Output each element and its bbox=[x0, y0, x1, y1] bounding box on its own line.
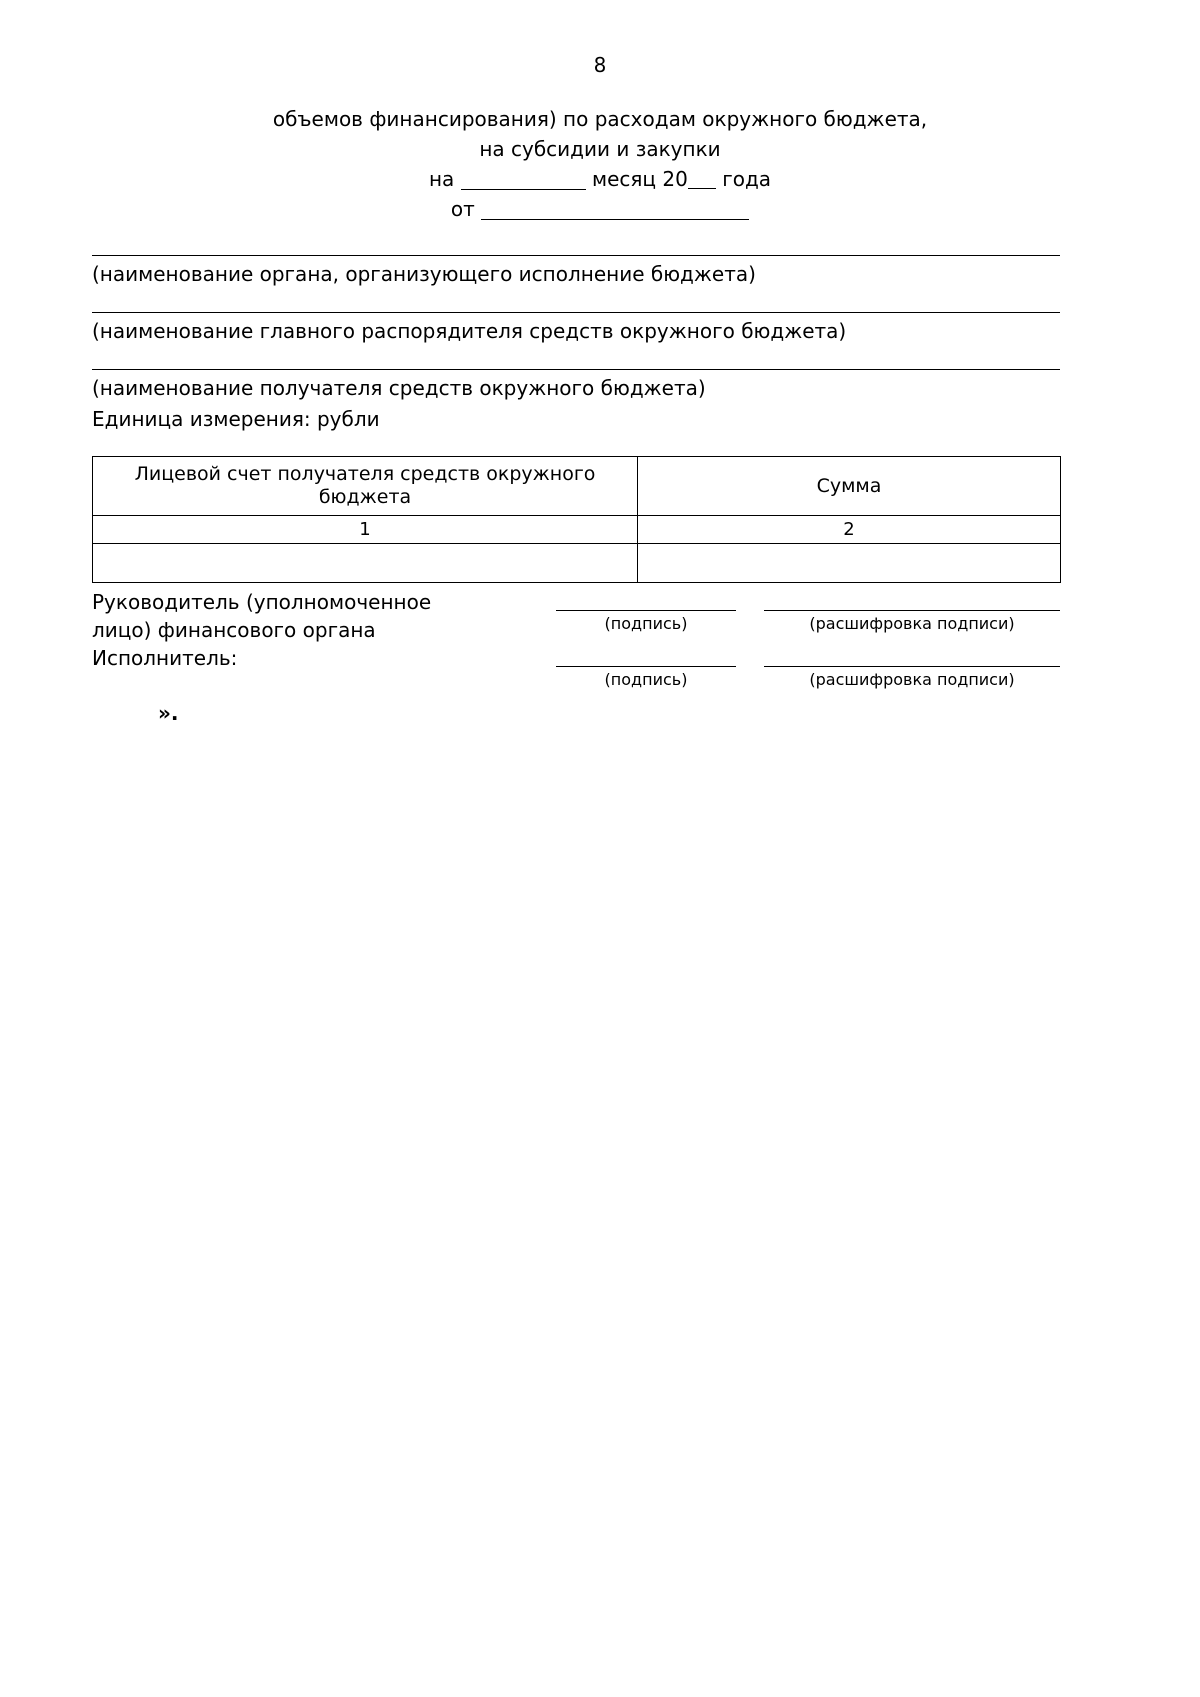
title-line-3 bbox=[100, 164, 1100, 194]
signature-label-head-line2: лицо) финансового органа bbox=[92, 618, 376, 642]
table-cell-amount[interactable] bbox=[638, 544, 1061, 583]
title-line-1: объемов финансирования) по расходам окружного бюджета, bbox=[272, 107, 928, 131]
unit-of-measure-line: Единица измерения: рубли bbox=[92, 407, 380, 431]
organ-caption: (наименование органа, организующего исполнение бюджета) bbox=[92, 262, 756, 286]
month-blank-field[interactable] bbox=[461, 169, 586, 190]
closing-mark: ». bbox=[158, 701, 179, 725]
title-line-3-mid: месяц 20 bbox=[592, 167, 688, 191]
table-numbering-row bbox=[93, 516, 1061, 544]
title-line-2: на субсидии и закупки bbox=[479, 137, 721, 161]
glavnyi-caption: (наименование главного распорядителя средств окружного бюджета) bbox=[92, 319, 847, 343]
title-line-3-suffix: года bbox=[722, 167, 772, 191]
signature-caption-head: (подпись) bbox=[604, 614, 688, 633]
title-line-3-prefix: на bbox=[428, 167, 455, 191]
title-line-4-prefix: от bbox=[450, 197, 475, 221]
poluchatel-caption: (наименование получателя средств окружного бюджета) bbox=[92, 376, 706, 400]
signature-row-head bbox=[92, 588, 1082, 616]
table-column-number-2: 2 bbox=[638, 516, 1061, 544]
table-header-row bbox=[93, 457, 1061, 516]
transcript-caption-head: (расшифровка подписи) bbox=[809, 614, 1015, 633]
signature-blank-head[interactable] bbox=[556, 610, 736, 611]
glavnyi-blank-rule[interactable] bbox=[92, 312, 1060, 313]
signature-row-executor bbox=[92, 644, 1082, 672]
amounts-table bbox=[92, 456, 1061, 583]
title-line-4 bbox=[100, 194, 1100, 224]
year-blank-field[interactable] bbox=[688, 172, 716, 189]
signature-label-executor: Исполнитель: bbox=[92, 646, 238, 670]
document-title-block bbox=[100, 104, 1100, 224]
poluchatel-blank-rule[interactable] bbox=[92, 369, 1060, 370]
signature-blank-executor[interactable] bbox=[556, 666, 736, 667]
transcript-blank-head[interactable] bbox=[764, 610, 1060, 611]
table-column-number-1: 1 bbox=[93, 516, 638, 544]
signature-row-executor-captions bbox=[92, 672, 1082, 700]
signature-area bbox=[92, 588, 1082, 700]
poluchatel-field-block bbox=[92, 369, 1060, 403]
table-cell-account[interactable] bbox=[93, 544, 638, 583]
table-header-amount: Сумма bbox=[638, 457, 1061, 516]
organ-field-block bbox=[92, 255, 1060, 289]
glavnyi-field-block bbox=[92, 312, 1060, 346]
transcript-blank-executor[interactable] bbox=[764, 666, 1060, 667]
page-number: 8 bbox=[593, 53, 607, 77]
transcript-caption-executor: (расшифровка подписи) bbox=[809, 670, 1015, 689]
signature-caption-executor: (подпись) bbox=[604, 670, 688, 689]
signature-label-head-line1: Руководитель (уполномоченное bbox=[92, 590, 432, 614]
organ-blank-rule[interactable] bbox=[92, 255, 1060, 256]
signature-row-head-2 bbox=[92, 616, 1082, 644]
table-header-account: Лицевой счет получателя средств окружного бюджета bbox=[93, 457, 638, 516]
date-blank-field[interactable] bbox=[481, 199, 749, 220]
table-row bbox=[93, 544, 1061, 583]
